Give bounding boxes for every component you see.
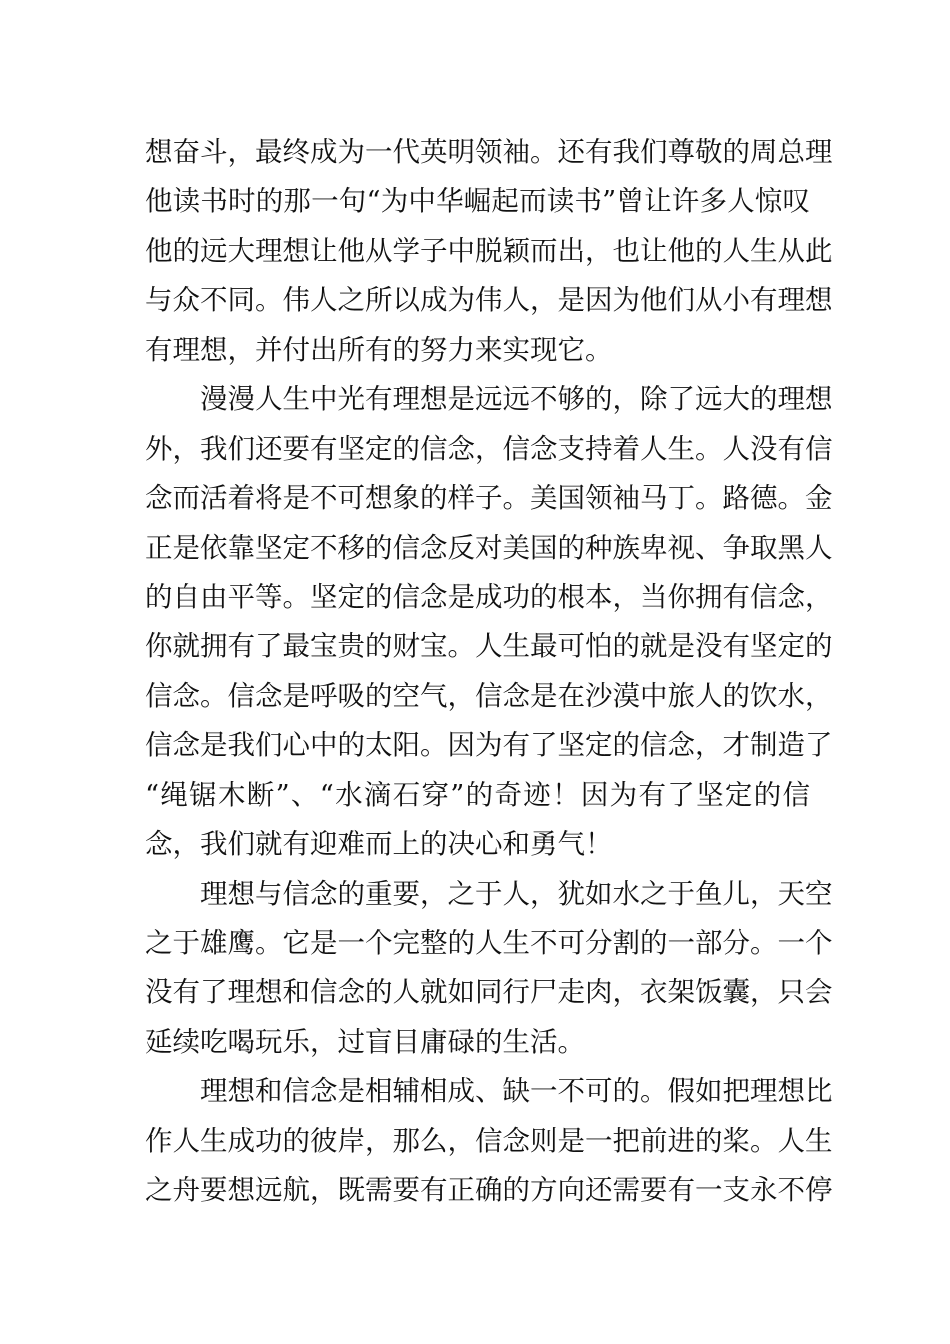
text-line: 与众不同。伟人之所以成为伟人，是因为他们从小有理想: [145, 284, 833, 317]
text-line: 你就拥有了最宝贵的财宝。人生最可怕的就是没有坚定的: [145, 630, 833, 663]
text-line: 想奋斗，最终成为一代英明领袖。还有我们尊敬的周总理: [145, 136, 833, 168]
text-line: 没有了理想和信念的人就如同行尸走肉，衣架饭囊，只会: [145, 976, 833, 1009]
text-line: 信念是我们心中的太阳。因为有了坚定的信念，才制造了: [145, 729, 833, 762]
text-line: 信念。信念是呼吸的空气，信念是在沙漠中旅人的饮水，: [145, 679, 833, 712]
paragraph-4: [145, 1067, 833, 1215]
text-line: 理想与信念的重要，之于人，犹如水之于鱼儿，天空: [200, 877, 833, 910]
paragraph-3: [145, 870, 833, 1068]
text-line: 延续吃喝玩乐，过盲目庸碌的生活。: [145, 1025, 585, 1058]
text-line: 作人生成功的彼岸，那么，信念则是一把前进的桨。人生: [145, 1124, 833, 1157]
text-line: 之舟要想远航，既需要有正确的方向还需要有一支永不停: [145, 1174, 833, 1207]
text-line: 漫漫人生中光有理想是远远不够的，除了远大的理想: [200, 383, 833, 416]
text-line: 他读书时的那一句“为中华崛起而读书”曾让许多人惊叹: [145, 185, 810, 218]
body-text: [145, 128, 833, 1216]
text-line: 有理想，并付出所有的努力来实现它。: [145, 333, 613, 366]
text-line: 的自由平等。坚定的信念是成功的根本，当你拥有信念，: [145, 580, 833, 613]
text-line: 之于雄鹰。它是一个完整的人生不可分割的一部分。一个: [145, 927, 833, 959]
text-line: 理想和信念是相辅相成、缺一不可的。假如把理想比: [200, 1075, 833, 1108]
text-line: 外，我们还要有坚定的信念，信念支持着人生。人没有信: [145, 432, 833, 465]
paragraph-2: [145, 375, 833, 869]
text-line: “绳锯木断”、“水滴石穿”的奇迹！因为有了坚定的信: [145, 778, 810, 811]
paragraph-1: [145, 128, 833, 375]
text-line: 正是依靠坚定不移的信念反对美国的种族卑视、争取黑人: [145, 531, 833, 564]
text-line: 念，我们就有迎难而上的决心和勇气！: [145, 828, 613, 861]
text-line: 念而活着将是不可想象的样子。美国领袖马丁。路德。金: [145, 482, 833, 515]
text-line: 他的远大理想让他从学子中脱颖而出，也让他的人生从此: [145, 234, 833, 267]
